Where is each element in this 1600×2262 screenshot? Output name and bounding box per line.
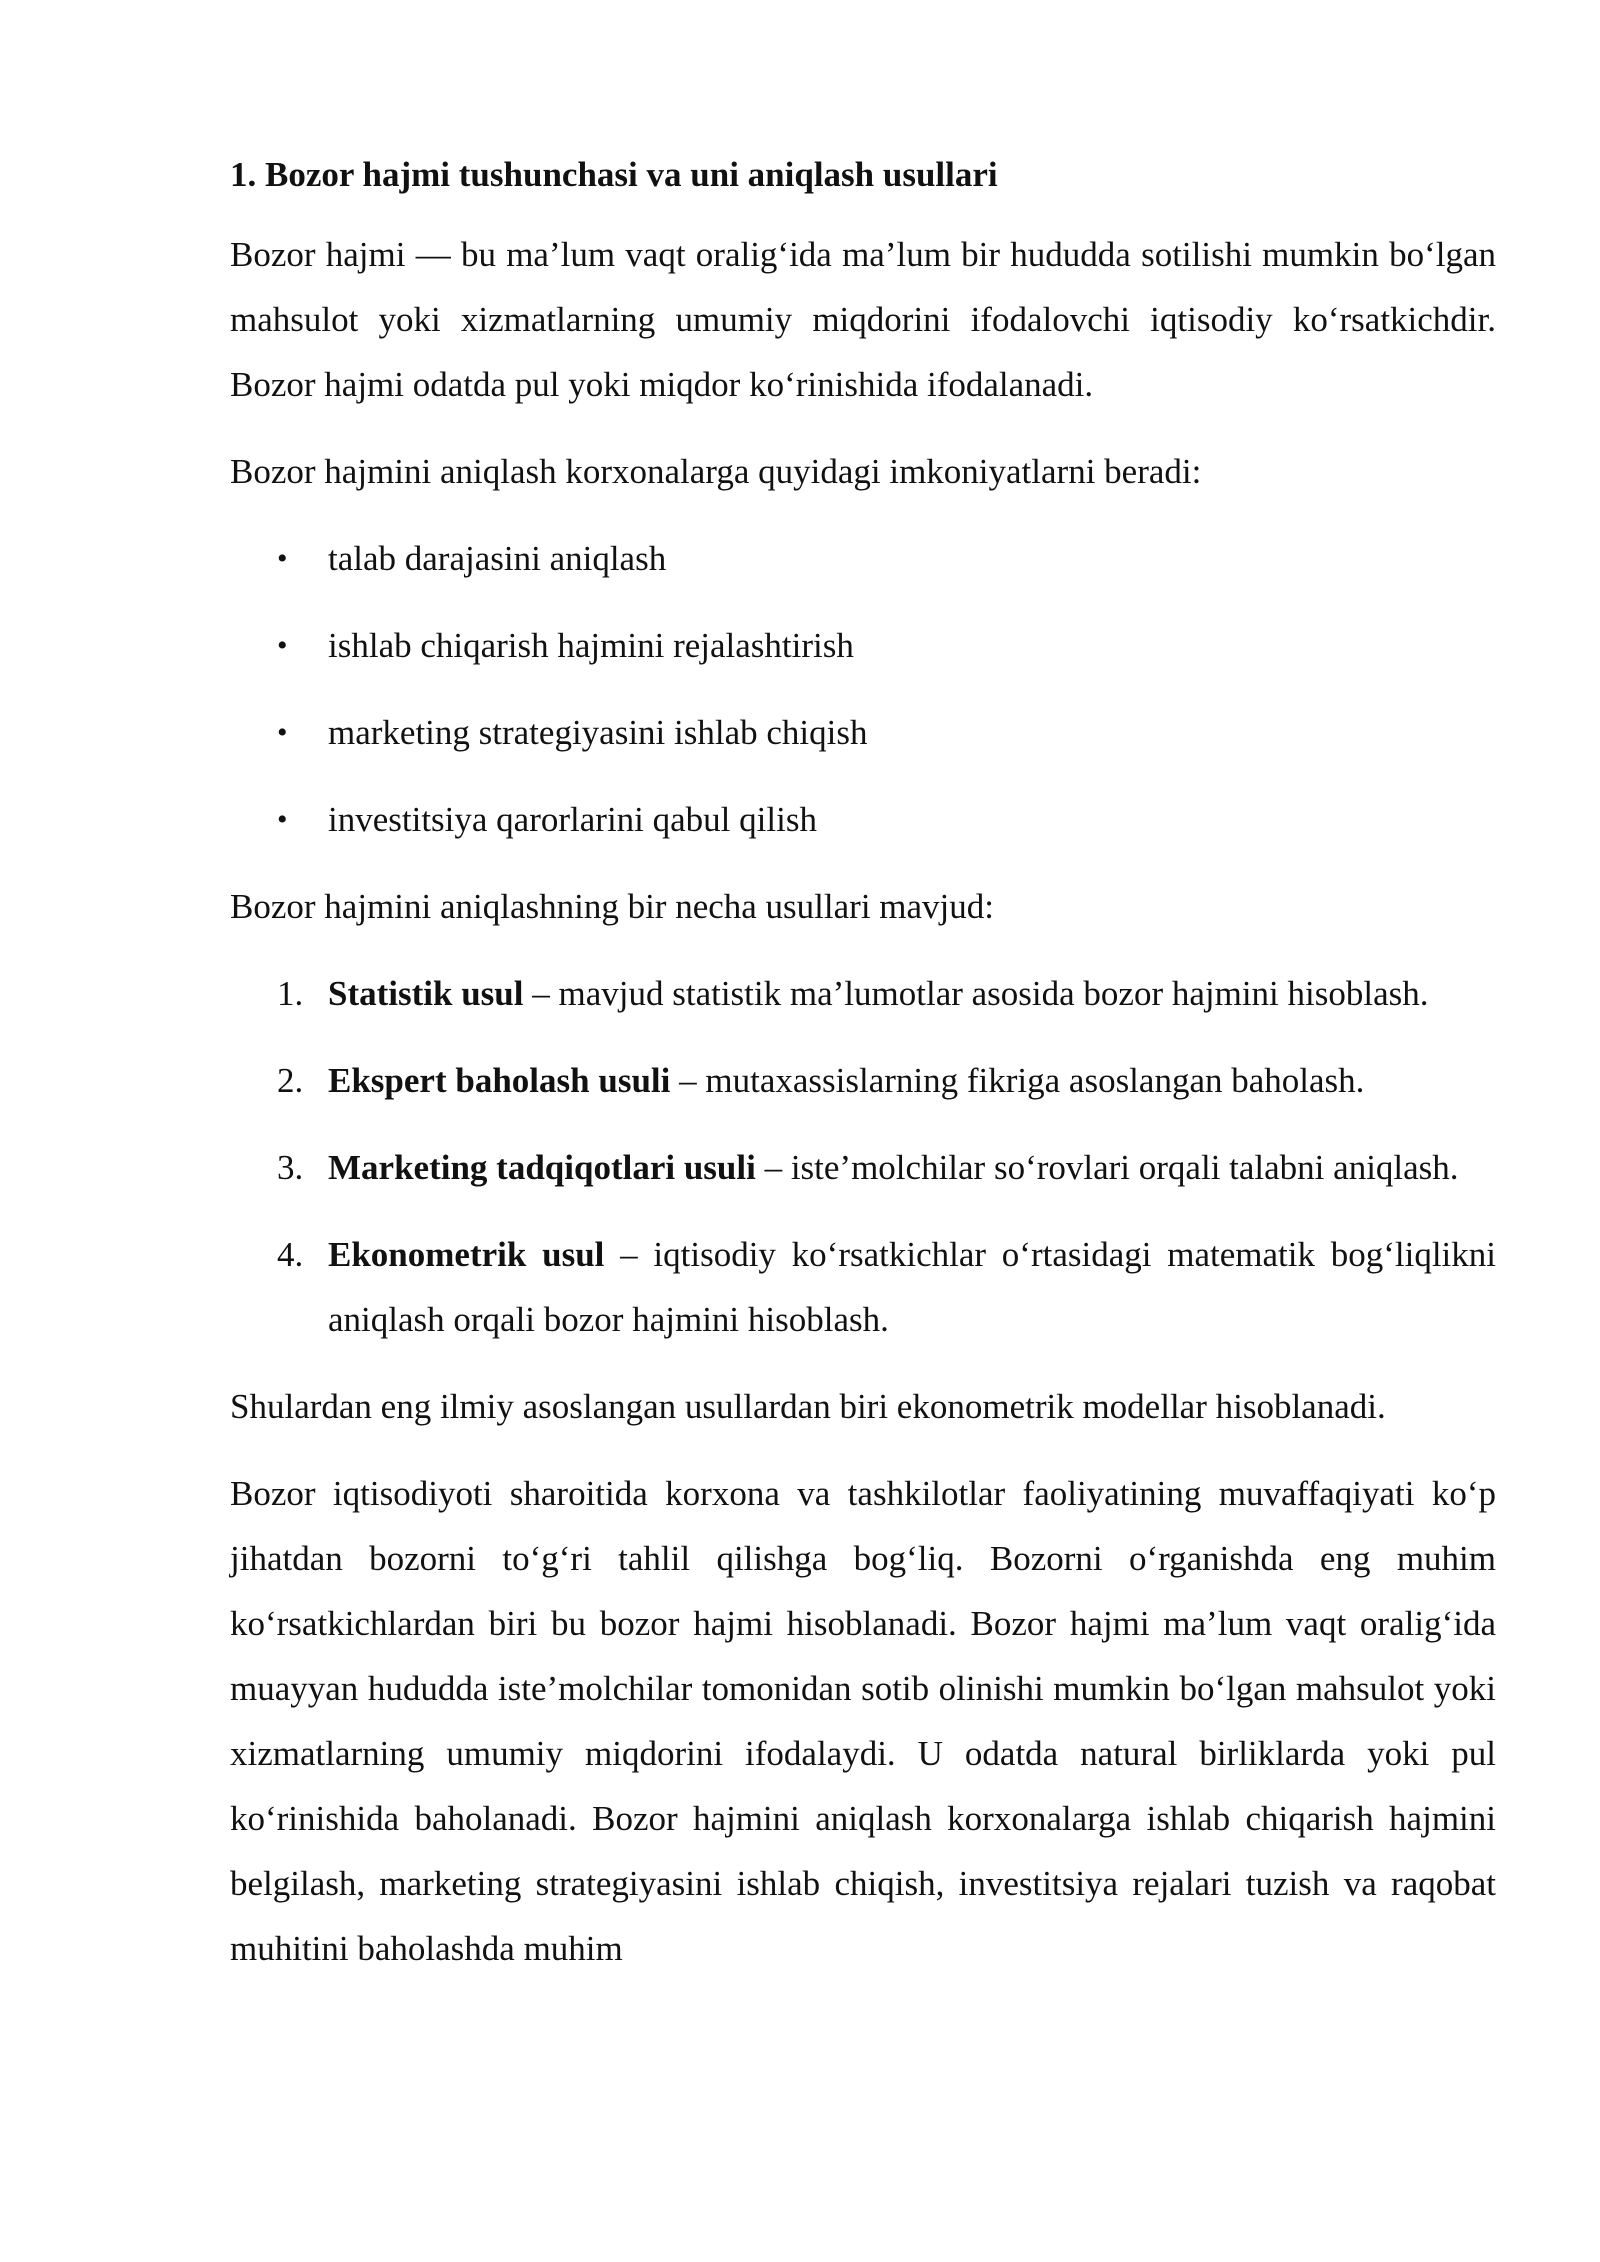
method-term: Ekspert baholash usuli xyxy=(328,1061,671,1100)
method-description: – mutaxassislarning fikriga asoslangan baholash. xyxy=(670,1061,1365,1100)
method-term: Statistik usul xyxy=(328,974,524,1013)
closing-paragraph: Bozor iqtisodiyoti sharoitida korxona va tashkilotlar faoliyatining muvaffaqiyati ko‘p jihatdan bozorni to‘g‘ri tahlil qilishga bog‘liq. Bozorni o‘rganishda eng muhim ko‘rsatkichlardan biri bu bozor hajmi hisoblanadi. Bozor hajmi ma’lum vaqt oralig‘ida muayyan hududda iste’molchilar tomonidan sotib olinishi mumkin bo‘lgan mahsulot yoki xizmatlarning umumiy miqdorini ifodalaydi. U odatda natural birliklarda yoki pul ko‘rinishida baholanadi. Bozor hajmini aniqlash korxonalarga ishlab chiqarish hajmini belgilash, marketing strategiyasini ishlab chiqish, investitsiya rejalari tuzish va raqobat muhitini baholashda muhim xyxy=(230,1474,1496,1968)
definition-paragraph: Bozor hajmi — bu ma’lum vaqt oralig‘ida ma’lum bir hududda sotilishi mumkin bo‘lgan mahsulot yoki xizmatlarning umumiy miqdorini ifodalovchi iqtisodiy ko‘rsatkichdir. Bozor hajmi odatda pul yoki miqdor ko‘rinishida ifodalanadi. xyxy=(230,235,1496,404)
bullet-icon: • xyxy=(277,542,288,575)
method-description: – iste’molchilar so‘rovlari orqali talabni aniqlash. xyxy=(755,1148,1459,1187)
list-item-number: 4. xyxy=(277,1235,304,1274)
list-item-text: marketing strategiyasini ishlab chiqish xyxy=(328,713,868,752)
list-item-text: ishlab chiqarish hajmini rejalashtirish xyxy=(328,626,854,665)
list-item-number: 2. xyxy=(277,1061,304,1100)
list-item xyxy=(230,1222,1496,1352)
list-item xyxy=(230,526,1496,591)
benefits-intro-paragraph: Bozor hajmini aniqlash korxonalarga quyidagi imkoniyatlarni beradi: xyxy=(230,452,1202,491)
scientific-method-paragraph: Shulardan eng ilmiy asoslangan usullardan biri ekonometrik modellar hisoblanadi. xyxy=(230,1387,1386,1426)
methods-intro-paragraph: Bozor hajmini aniqlashning bir necha usullari mavjud: xyxy=(230,887,995,926)
section-heading: 1. Bozor hajmi tushunchasi va uni aniqlash usullari xyxy=(230,155,998,194)
list-item xyxy=(230,613,1496,678)
method-term: Ekonometrik usul xyxy=(328,1235,605,1274)
list-item xyxy=(230,1048,1496,1113)
list-item-number: 1. xyxy=(277,974,304,1013)
list-item-text: investitsiya qarorlarini qabul qilish xyxy=(328,800,817,839)
methods-list xyxy=(230,961,1496,1352)
method-description: – iqtisodiy ko‘rsatkichlar o‘rtasidagi matematik bog‘liqlikni aniqlash orqali bozor hajmini hisoblash. xyxy=(328,1235,1496,1339)
bullet-icon: • xyxy=(277,803,288,836)
method-term: Marketing tadqiqotlari usuli xyxy=(328,1148,756,1187)
benefits-list xyxy=(230,526,1496,852)
list-item-number: 3. xyxy=(277,1148,304,1187)
list-item xyxy=(230,700,1496,765)
list-item xyxy=(230,787,1496,852)
bullet-icon: • xyxy=(277,716,288,749)
list-item xyxy=(230,961,1496,1026)
method-description: – mavjud statistik ma’lumotlar asosida bozor hajmini hisoblash. xyxy=(523,974,1429,1013)
list-item-text: talab darajasini aniqlash xyxy=(328,539,667,578)
document-page xyxy=(230,150,1496,1981)
bullet-icon: • xyxy=(277,629,288,662)
list-item xyxy=(230,1135,1496,1200)
